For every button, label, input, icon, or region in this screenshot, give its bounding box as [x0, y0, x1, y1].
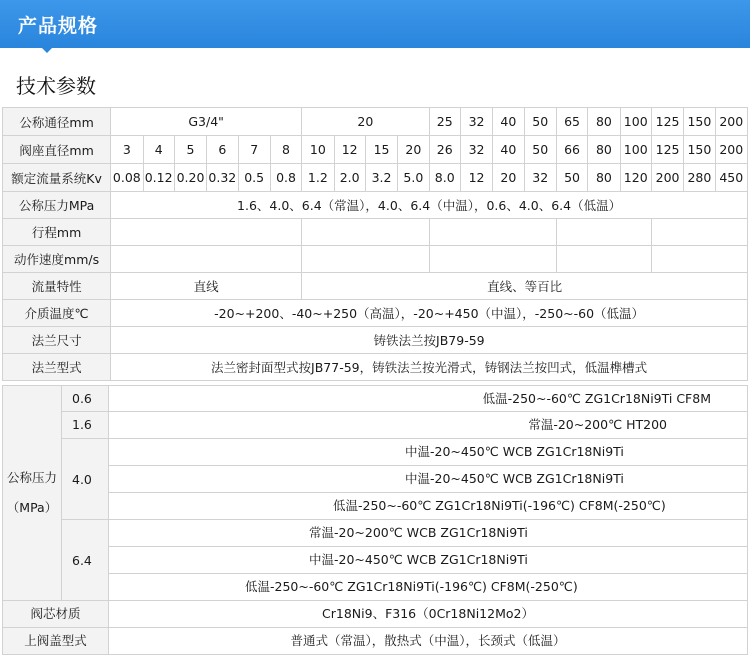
speed-cell	[111, 246, 302, 273]
material-text: 中温-20~450℃ WCB ZG1Cr18Ni9Ti	[405, 471, 624, 486]
seat-diameter-cell: 8	[270, 136, 301, 164]
pressure-64-value-c	[109, 574, 748, 601]
speed-cell	[556, 246, 651, 273]
seat-diameter-cell: 32	[460, 136, 492, 164]
nominal-size-cell: 40	[493, 108, 524, 136]
row-label-core-material	[2, 601, 109, 628]
kv-cell: 0.12	[143, 164, 174, 192]
pressure-40-value-b	[109, 466, 748, 493]
flange-type-value: 法兰密封面型式按JB77-59，铸铁法兰按光滑式，铸钢法兰按凹式，低温榫槽式	[111, 354, 748, 381]
seat-diameter-cell: 100	[620, 136, 651, 164]
material-text: 常温-20~200℃ HT200	[528, 417, 667, 432]
core-material-label: 阀芯材质	[30, 606, 81, 621]
nominal-size-group: G3/4"	[111, 108, 302, 136]
kv-cell: 0.8	[270, 164, 301, 192]
seat-diameter-cell: 150	[684, 136, 715, 164]
seat-diameter-cell: 3	[111, 136, 143, 164]
pressure-material-label-column	[2, 385, 62, 601]
kv-cell: 5.0	[398, 164, 429, 192]
nominal-pressure-value: 1.6、4.0、6.4（常温），4.0、6.4（中温），0.6、4.0、6.4（低温）	[111, 192, 748, 219]
table-row	[3, 327, 748, 354]
core-material-row	[2, 601, 748, 628]
nominal-size-cell: 32	[460, 108, 492, 136]
pressure-material-block	[2, 385, 748, 601]
pressure-06-label: 0.6	[72, 391, 92, 406]
row-label-flange-type: 法兰型式	[3, 354, 111, 381]
stroke-cell	[429, 219, 556, 246]
banner-underline	[0, 46, 750, 48]
stroke-cell	[556, 219, 651, 246]
table-row	[3, 246, 748, 273]
pressure-label-line2: （MPa）	[6, 500, 58, 515]
row-label-nominal-size: 公称通径mm	[3, 108, 111, 136]
speed-cell	[651, 246, 747, 273]
flange-size-value: 铸铁法兰按JB79-59	[111, 327, 748, 354]
bonnet-type-row	[2, 628, 748, 655]
kv-cell: 8.0	[429, 164, 460, 192]
table-row	[3, 219, 748, 246]
stroke-cell	[302, 219, 429, 246]
row-label-seat-diameter: 阀座直径mm	[3, 136, 111, 164]
seat-diameter-cell: 20	[398, 136, 429, 164]
table-row	[3, 108, 748, 136]
pressure-64-value-b	[109, 547, 748, 574]
kv-cell: 32	[524, 164, 556, 192]
spec-table	[2, 107, 748, 381]
kv-cell: 0.5	[238, 164, 270, 192]
kv-cell: 50	[556, 164, 587, 192]
bonnet-type-text: 普通式（常温），散热式（中温），长颈式（低温）	[290, 633, 566, 648]
row-label-nominal-pressure: 公称压力MPa	[3, 192, 111, 219]
kv-cell: 200	[651, 164, 683, 192]
material-text: 常温-20~200℃ WCB ZG1Cr18Ni9Ti	[309, 525, 528, 540]
material-text: 低温-250~-60℃ ZG1Cr18Ni9Ti CF8M	[482, 391, 711, 406]
nominal-size-cell: 65	[556, 108, 587, 136]
seat-diameter-cell: 66	[556, 136, 587, 164]
seat-diameter-cell: 40	[493, 136, 524, 164]
row-label-bonnet-type	[2, 628, 109, 655]
pressure-64-cell	[62, 520, 109, 601]
stroke-cell	[651, 219, 747, 246]
kv-cell: 3.2	[365, 164, 397, 192]
flow-characteristic-cell: 直线、等百比	[302, 273, 748, 300]
material-text: 低温-250~-60℃ ZG1Cr18Ni9Ti(-196℃) CF8M(-250℃)	[333, 498, 666, 513]
row-label-speed: 动作速度mm/s	[3, 246, 111, 273]
nominal-size-cell: 125	[651, 108, 683, 136]
row-label-flange-size: 法兰尺寸	[3, 327, 111, 354]
seat-diameter-cell: 80	[588, 136, 620, 164]
nominal-size-cell: 200	[715, 108, 747, 136]
pressure-40-label: 4.0	[72, 471, 92, 487]
banner-notch	[40, 46, 54, 53]
kv-cell: 0.08	[111, 164, 143, 192]
nominal-size-cell: 50	[524, 108, 556, 136]
kv-cell: 12	[460, 164, 492, 192]
seat-diameter-cell: 15	[365, 136, 397, 164]
pressure-64-label: 6.4	[72, 552, 92, 568]
pressure-16-value	[109, 412, 748, 439]
kv-cell: 120	[620, 164, 651, 192]
core-material-value	[109, 601, 748, 628]
pressure-40-cell	[62, 439, 109, 520]
kv-cell: 80	[588, 164, 620, 192]
seat-diameter-cell: 7	[238, 136, 270, 164]
kv-cell: 280	[684, 164, 715, 192]
pressure-64-value-a	[109, 520, 748, 547]
nominal-size-cell: 25	[429, 108, 460, 136]
row-label-rated-kv: 额定流量系统Kv	[3, 164, 111, 192]
seat-diameter-cell: 4	[143, 136, 174, 164]
seat-diameter-cell: 12	[334, 136, 365, 164]
nominal-size-cell: 80	[588, 108, 620, 136]
table-row	[3, 136, 748, 164]
core-material-text: Cr18Ni9、F316（0Cr18Ni12Mo2）	[322, 606, 534, 621]
nominal-size-cell: 100	[620, 108, 651, 136]
row-label-medium-temp: 介质温度℃	[3, 300, 111, 327]
seat-diameter-cell: 5	[174, 136, 206, 164]
seat-diameter-cell: 10	[302, 136, 334, 164]
row-label-flow-characteristic: 流量特性	[3, 273, 111, 300]
kv-cell: 450	[715, 164, 747, 192]
nominal-size-cell: 150	[684, 108, 715, 136]
pressure-40-value-c	[109, 493, 748, 520]
kv-cell: 2.0	[334, 164, 365, 192]
nominal-size-group: 20	[302, 108, 429, 136]
material-text: 低温-250~-60℃ ZG1Cr18Ni9Ti(-196℃) CF8M(-250℃)	[245, 579, 578, 594]
pressure-06-cell	[62, 385, 109, 412]
pressure-06-value	[109, 385, 748, 412]
row-label-stroke: 行程mm	[3, 219, 111, 246]
seat-diameter-cell: 6	[207, 136, 238, 164]
bonnet-type-label: 上阀盖型式	[24, 633, 87, 648]
material-text: 中温-20~450℃ WCB ZG1Cr18Ni9Ti	[405, 444, 624, 459]
pressure-label-line1: 公称压力	[6, 470, 57, 485]
section-title: 技术参数	[16, 74, 96, 98]
pressure-16-label: 1.6	[72, 417, 92, 432]
speed-cell	[429, 246, 556, 273]
seat-diameter-cell: 200	[715, 136, 747, 164]
medium-temp-value: -20~+200、-40~+250（高温），-20~+450（中温），-250~-60（低温）	[111, 300, 748, 327]
speed-cell	[302, 246, 429, 273]
kv-cell: 0.32	[207, 164, 238, 192]
table-row	[3, 273, 748, 300]
pressure-16-cell	[62, 412, 109, 439]
bonnet-type-value	[109, 628, 748, 655]
pressure-40-value-a	[109, 439, 748, 466]
seat-diameter-cell: 26	[429, 136, 460, 164]
table-row	[3, 192, 748, 219]
table-row	[3, 354, 748, 381]
table-row	[3, 300, 748, 327]
stroke-cell	[111, 219, 302, 246]
flow-characteristic-cell: 直线	[111, 273, 302, 300]
seat-diameter-cell: 50	[524, 136, 556, 164]
kv-cell: 0.20	[174, 164, 206, 192]
seat-diameter-cell: 125	[651, 136, 683, 164]
material-text: 中温-20~450℃ WCB ZG1Cr18Ni9Ti	[309, 552, 528, 567]
kv-cell: 1.2	[302, 164, 334, 192]
banner-bar	[0, 0, 750, 46]
kv-cell: 20	[493, 164, 524, 192]
table-row	[3, 164, 748, 192]
banner-title: 产品规格	[18, 15, 99, 37]
product-spec-banner	[0, 0, 750, 50]
